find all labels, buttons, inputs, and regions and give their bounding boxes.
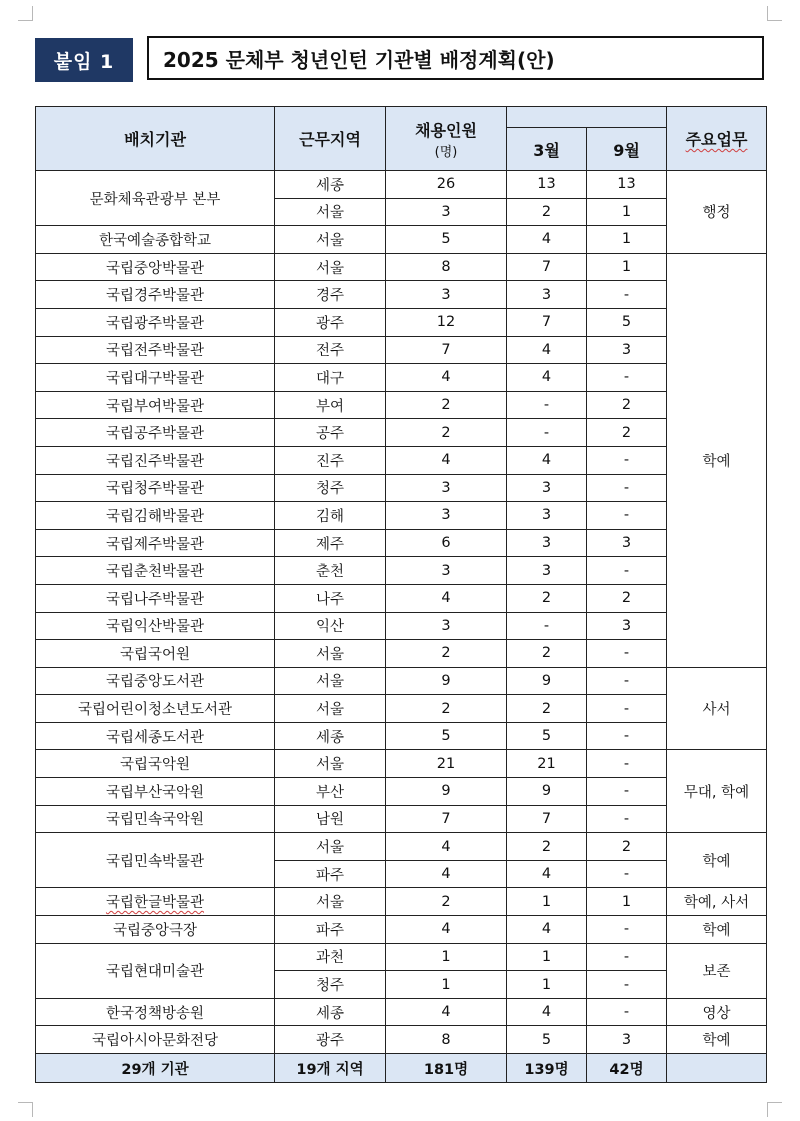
cell-region: 춘천 <box>275 557 386 585</box>
cell-duty: 학예, 사서 <box>667 888 767 916</box>
cell-march: 5 <box>507 722 587 750</box>
header-org: 배치기관 <box>36 107 275 171</box>
allocation-table <box>35 106 767 1083</box>
cell-total: 2 <box>386 391 507 419</box>
cell-region: 공주 <box>275 419 386 447</box>
cell-total: 4 <box>386 364 507 392</box>
cell-org: 국립김해박물관 <box>36 502 275 530</box>
cell-org: 국립중앙극장 <box>36 916 275 944</box>
cell-march: 1 <box>507 971 587 999</box>
cell-total: 8 <box>386 253 507 281</box>
cell-region: 청주 <box>275 474 386 502</box>
cell-march: 4 <box>507 364 587 392</box>
cell-region: 부산 <box>275 778 386 806</box>
cell-org: 국립청주박물관 <box>36 474 275 502</box>
cell-duty: 학예 <box>667 1026 767 1054</box>
cell-region: 서울 <box>275 750 386 778</box>
cell-march: 3 <box>507 502 587 530</box>
cell-total: 2 <box>386 419 507 447</box>
cell-sept: - <box>587 860 667 888</box>
cell-sept: 3 <box>587 612 667 640</box>
cell-march: 9 <box>507 667 587 695</box>
table-row <box>36 336 767 364</box>
table-row <box>36 888 767 916</box>
cell-total: 7 <box>386 805 507 833</box>
cell-total: 4 <box>386 584 507 612</box>
table-row <box>36 226 767 254</box>
cell-sept: - <box>587 281 667 309</box>
cell-org: 국립중앙박물관 <box>36 253 275 281</box>
cell-org: 국립민속국악원 <box>36 805 275 833</box>
cell-duty: 무대, 학예 <box>667 750 767 833</box>
cell-region: 세종 <box>275 171 386 199</box>
table-row <box>36 584 767 612</box>
cell-total: 4 <box>386 916 507 944</box>
cell-total: 3 <box>386 612 507 640</box>
cell-march: 3 <box>507 529 587 557</box>
cell-region: 세종 <box>275 722 386 750</box>
cell-sept: 2 <box>587 391 667 419</box>
cell-march: - <box>507 391 587 419</box>
table-row <box>36 502 767 530</box>
cell-sept: 1 <box>587 198 667 226</box>
cell-total: 2 <box>386 695 507 723</box>
cell-march: 9 <box>507 778 587 806</box>
cell-sept: 3 <box>587 1026 667 1054</box>
cell-region: 김해 <box>275 502 386 530</box>
cell-region: 대구 <box>275 364 386 392</box>
cell-duty: 학예 <box>667 833 767 888</box>
cell-sept: - <box>587 557 667 585</box>
cell-sept: - <box>587 998 667 1026</box>
table-row <box>36 419 767 447</box>
cell-total: 26 <box>386 171 507 199</box>
cell-sept: - <box>587 667 667 695</box>
page-corner-mark <box>767 1102 782 1117</box>
table-row <box>36 695 767 723</box>
header-duty-label: 주요업무 <box>685 130 748 149</box>
cell-march: 7 <box>507 253 587 281</box>
cell-total: 3 <box>386 281 507 309</box>
cell-march: 2 <box>507 640 587 668</box>
cell-sept: - <box>587 695 667 723</box>
cell-total: 9 <box>386 778 507 806</box>
table-row <box>36 446 767 474</box>
cell-total: 1 <box>386 971 507 999</box>
cell-region: 서울 <box>275 833 386 861</box>
page-corner-mark <box>767 6 782 21</box>
table-row <box>36 805 767 833</box>
cell-org: 국립어린이청소년도서관 <box>36 695 275 723</box>
header-hires-unit: (명) <box>434 144 458 160</box>
cell-region: 파주 <box>275 860 386 888</box>
page-corner-mark <box>18 1102 33 1117</box>
cell-sept: 2 <box>587 419 667 447</box>
cell-region: 세종 <box>275 998 386 1026</box>
table-row <box>36 916 767 944</box>
cell-duty: 사서 <box>667 667 767 750</box>
table-body <box>36 171 767 1054</box>
cell-sept: 1 <box>587 226 667 254</box>
cell-sept: - <box>587 971 667 999</box>
total-region: 19개 지역 <box>275 1054 386 1083</box>
cell-total: 5 <box>386 722 507 750</box>
cell-sept: 3 <box>587 529 667 557</box>
cell-total: 21 <box>386 750 507 778</box>
cell-sept: - <box>587 502 667 530</box>
cell-org: 국립제주박물관 <box>36 529 275 557</box>
cell-total: 3 <box>386 198 507 226</box>
cell-total: 6 <box>386 529 507 557</box>
cell-org: 문화체육관광부 본부 <box>36 171 275 226</box>
cell-duty: 행정 <box>667 171 767 254</box>
cell-total: 9 <box>386 667 507 695</box>
cell-region: 진주 <box>275 446 386 474</box>
table-row <box>36 308 767 336</box>
table-row <box>36 529 767 557</box>
cell-march: 7 <box>507 805 587 833</box>
cell-march: 2 <box>507 584 587 612</box>
cell-sept: - <box>587 916 667 944</box>
cell-org: 국립국어원 <box>36 640 275 668</box>
cell-sept: 1 <box>587 888 667 916</box>
table-row <box>36 557 767 585</box>
cell-march: - <box>507 419 587 447</box>
cell-region: 남원 <box>275 805 386 833</box>
cell-march: 4 <box>507 860 587 888</box>
cell-org: 국립세종도서관 <box>36 722 275 750</box>
document-title-box <box>147 36 764 80</box>
cell-sept: 13 <box>587 171 667 199</box>
header-duty <box>667 107 767 171</box>
table-row <box>36 281 767 309</box>
cell-total: 8 <box>386 1026 507 1054</box>
table-row <box>36 833 767 861</box>
cell-total: 4 <box>386 446 507 474</box>
cell-sept: 5 <box>587 308 667 336</box>
header-hires <box>386 107 507 171</box>
table-row <box>36 171 767 199</box>
cell-region: 부여 <box>275 391 386 419</box>
cell-march: 13 <box>507 171 587 199</box>
cell-region: 서울 <box>275 198 386 226</box>
cell-sept: - <box>587 474 667 502</box>
cell-region: 서울 <box>275 667 386 695</box>
header-region: 근무지역 <box>275 107 386 171</box>
cell-org: 한국정책방송원 <box>36 998 275 1026</box>
cell-region: 서울 <box>275 226 386 254</box>
org-name-text: 국립한글박물관 <box>105 895 205 912</box>
cell-sept: - <box>587 750 667 778</box>
cell-region: 서울 <box>275 640 386 668</box>
cell-sept: - <box>587 640 667 668</box>
cell-total: 4 <box>386 833 507 861</box>
cell-march: 4 <box>507 998 587 1026</box>
totals-row <box>36 1054 767 1083</box>
table-row <box>36 1026 767 1054</box>
document-title: 2025 문체부 청년인턴 기관별 배정계획(안) <box>163 47 555 72</box>
cell-total: 7 <box>386 336 507 364</box>
cell-org: 국립대구박물관 <box>36 364 275 392</box>
cell-march: 2 <box>507 198 587 226</box>
cell-sept: 2 <box>587 833 667 861</box>
table-row <box>36 253 767 281</box>
cell-region: 제주 <box>275 529 386 557</box>
table-row <box>36 391 767 419</box>
table-row <box>36 364 767 392</box>
cell-total: 3 <box>386 502 507 530</box>
cell-org <box>36 888 275 916</box>
header-split-blank <box>507 107 667 128</box>
cell-total: 4 <box>386 860 507 888</box>
cell-org: 한국예술종합학교 <box>36 226 275 254</box>
cell-org: 국립진주박물관 <box>36 446 275 474</box>
table-row <box>36 612 767 640</box>
cell-march: 1 <box>507 888 587 916</box>
cell-march: 21 <box>507 750 587 778</box>
cell-region: 광주 <box>275 308 386 336</box>
cell-march: 5 <box>507 1026 587 1054</box>
cell-org: 국립나주박물관 <box>36 584 275 612</box>
cell-march: 4 <box>507 226 587 254</box>
cell-org: 국립춘천박물관 <box>36 557 275 585</box>
cell-org: 국립부산국악원 <box>36 778 275 806</box>
cell-duty: 학예 <box>667 916 767 944</box>
cell-region: 서울 <box>275 253 386 281</box>
cell-org: 국립경주박물관 <box>36 281 275 309</box>
total-duty <box>667 1054 767 1083</box>
cell-total: 4 <box>386 998 507 1026</box>
attachment-badge: 붙임 1 <box>35 38 133 82</box>
cell-region: 청주 <box>275 971 386 999</box>
cell-total: 5 <box>386 226 507 254</box>
cell-march: 3 <box>507 281 587 309</box>
cell-total: 2 <box>386 640 507 668</box>
cell-org: 국립광주박물관 <box>36 308 275 336</box>
cell-region: 서울 <box>275 888 386 916</box>
page-corner-mark <box>18 6 33 21</box>
cell-march: 2 <box>507 695 587 723</box>
cell-org: 국립중앙도서관 <box>36 667 275 695</box>
cell-total: 2 <box>386 888 507 916</box>
cell-org: 국립민속박물관 <box>36 833 275 888</box>
cell-total: 1 <box>386 943 507 971</box>
header-sept: 9월 <box>587 128 667 171</box>
cell-march: 7 <box>507 308 587 336</box>
cell-region: 과천 <box>275 943 386 971</box>
cell-march: 1 <box>507 943 587 971</box>
cell-region: 서울 <box>275 695 386 723</box>
cell-org: 국립아시아문화전당 <box>36 1026 275 1054</box>
table-row <box>36 943 767 971</box>
cell-march: - <box>507 612 587 640</box>
header-hires-label: 채용인원 <box>415 120 477 140</box>
cell-sept: - <box>587 364 667 392</box>
cell-region: 나주 <box>275 584 386 612</box>
cell-sept: 3 <box>587 336 667 364</box>
cell-duty: 영상 <box>667 998 767 1026</box>
cell-sept: - <box>587 778 667 806</box>
cell-sept: - <box>587 446 667 474</box>
cell-region: 경주 <box>275 281 386 309</box>
cell-march: 3 <box>507 474 587 502</box>
table-row <box>36 667 767 695</box>
cell-march: 4 <box>507 446 587 474</box>
cell-march: 4 <box>507 336 587 364</box>
cell-org: 국립부여박물관 <box>36 391 275 419</box>
total-march: 139명 <box>507 1054 587 1083</box>
cell-region: 파주 <box>275 916 386 944</box>
cell-total: 3 <box>386 557 507 585</box>
cell-sept: 1 <box>587 253 667 281</box>
cell-sept: - <box>587 943 667 971</box>
total-org: 29개 기관 <box>36 1054 275 1083</box>
cell-region: 익산 <box>275 612 386 640</box>
cell-duty: 학예 <box>667 253 767 667</box>
cell-march: 3 <box>507 557 587 585</box>
table-row <box>36 640 767 668</box>
cell-duty: 보존 <box>667 943 767 998</box>
cell-org: 국립익산박물관 <box>36 612 275 640</box>
cell-march: 4 <box>507 916 587 944</box>
cell-org: 국립국악원 <box>36 750 275 778</box>
cell-sept: - <box>587 805 667 833</box>
cell-total: 3 <box>386 474 507 502</box>
cell-march: 2 <box>507 833 587 861</box>
table-row <box>36 998 767 1026</box>
table-row <box>36 750 767 778</box>
cell-sept: 2 <box>587 584 667 612</box>
cell-total: 12 <box>386 308 507 336</box>
total-hires: 181명 <box>386 1054 507 1083</box>
table-row <box>36 474 767 502</box>
table-row <box>36 722 767 750</box>
table-row <box>36 778 767 806</box>
cell-org: 국립공주박물관 <box>36 419 275 447</box>
cell-org: 국립현대미술관 <box>36 943 275 998</box>
cell-org: 국립전주박물관 <box>36 336 275 364</box>
cell-sept: - <box>587 722 667 750</box>
cell-region: 전주 <box>275 336 386 364</box>
header-march: 3월 <box>507 128 587 171</box>
total-sept: 42명 <box>587 1054 667 1083</box>
cell-region: 광주 <box>275 1026 386 1054</box>
